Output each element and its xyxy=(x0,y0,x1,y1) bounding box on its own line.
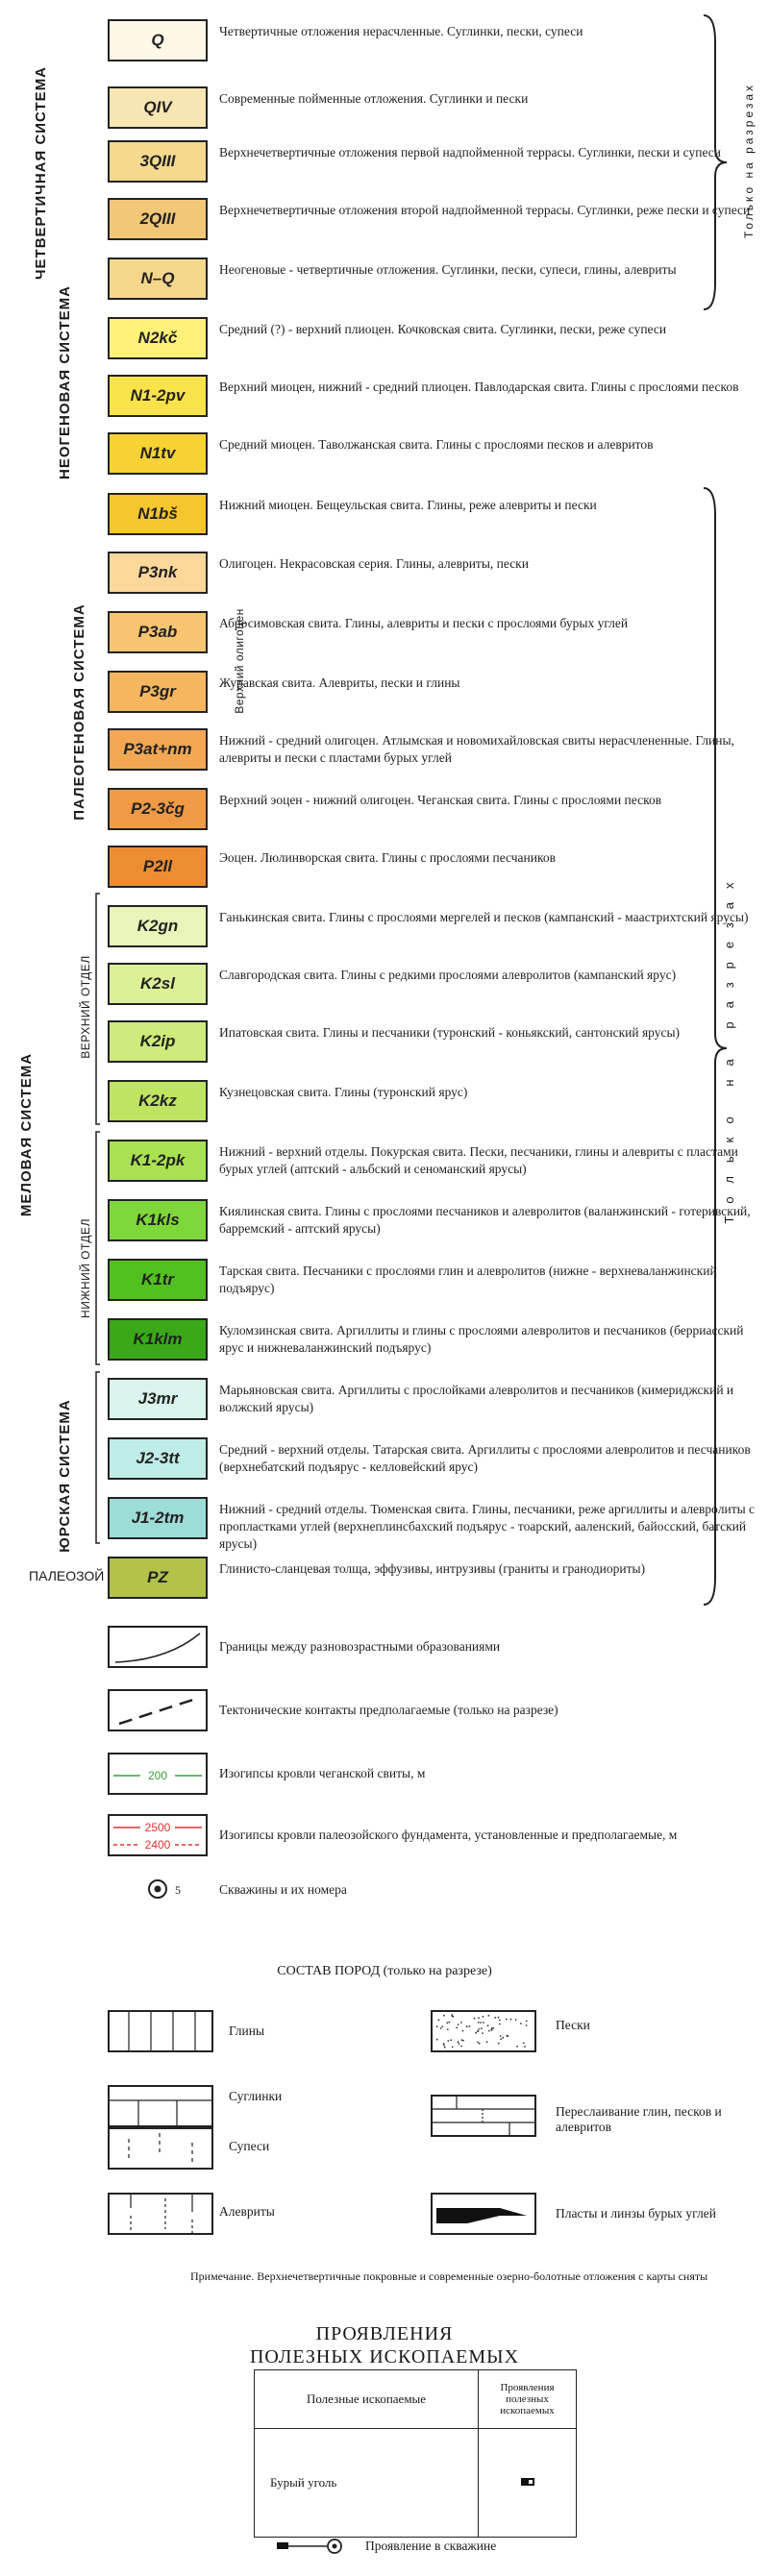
well-icon xyxy=(144,1876,171,1902)
legend-description: Четвертичные отложения нерасчленные. Суглинки, пески, супеси xyxy=(219,24,583,38)
legend-code: P3nk xyxy=(137,563,178,581)
well-occurrence-icon xyxy=(275,2537,352,2556)
sand-dot xyxy=(492,2027,494,2029)
legend-box xyxy=(108,86,208,129)
sand-dot xyxy=(477,2042,479,2044)
rock-clays-label: Глины xyxy=(229,2024,265,2038)
legend-description: Средний (?) - верхний плиоцен. Кочковская свита. Суглинки, пески, реже супеси xyxy=(219,322,667,336)
legend-box xyxy=(108,1140,208,1182)
legend-description: Нижний миоцен. Бещеульская свита. Глины, реже алевриты и пески xyxy=(219,498,597,512)
legend-box xyxy=(108,552,208,594)
sand-dot xyxy=(444,2047,446,2049)
sand-dot xyxy=(499,2020,501,2022)
sand-dot xyxy=(510,2019,512,2021)
sand-dot xyxy=(478,2017,480,2019)
rock-interbedding-label: Переслаивание глин, песков и алевритов xyxy=(556,2104,722,2134)
legend-code: N2kč xyxy=(137,329,178,347)
sand-dot xyxy=(526,2021,528,2023)
sand-dot xyxy=(443,2043,445,2045)
rock-silts-pattern xyxy=(108,2193,213,2235)
rock-silts-label: Алевриты xyxy=(219,2204,275,2219)
legend-description: Неогеновые - четвертичные отложения. Суглинки, пески, супеси, глины, алевриты xyxy=(219,262,677,277)
symbol-boundary-text: Границы между разновозрастными образованиями xyxy=(219,1639,501,1654)
sand-dot xyxy=(451,2014,453,2016)
legend-box xyxy=(108,19,208,61)
legend-description: Нижний - средний олигоцен. Атлымская и новомихайловская свиты нерасчлененные. Глины, алевриты и пески с пластами бурых углей xyxy=(219,733,734,765)
label-lower-series-text: НИЖНИЙ ОТДЕЛ xyxy=(79,1218,92,1318)
symbol-isohypse-cheganskaya xyxy=(108,1753,208,1795)
legend-box xyxy=(108,1259,208,1301)
sand-dot xyxy=(460,2022,462,2024)
isohypse-value-1: 2500 xyxy=(144,1821,171,1834)
rock-interbedding-pattern xyxy=(431,2095,536,2137)
legend-box xyxy=(108,671,208,713)
legend-box xyxy=(108,375,208,417)
well-occurrence-text: Проявление в скважине xyxy=(365,2539,497,2553)
legend-description: Тарская свита. Песчаники с прослоями глин и алевролитов (нижне - верхневаланжинский подъярус) xyxy=(219,1263,717,1295)
legend-description: Верхнечетвертичные отложения второй надпойменной террасы. Суглинки, реже пески и супеси xyxy=(219,203,751,217)
legend-description: Средний - верхний отделы. Татарская свита. Аргиллиты с прослоями алевролитов и песчаников (верхнебатский подъярус - келловейский ярус) xyxy=(219,1442,751,1474)
sand-dot xyxy=(480,2022,482,2024)
sand-dot xyxy=(443,2045,445,2047)
legend-code: 2QIII xyxy=(139,209,176,228)
label-paleozoic-text: ПАЛЕОЗОЙ xyxy=(29,1568,105,1583)
sand-dot xyxy=(475,2032,477,2034)
legend-code: J2-3tt xyxy=(136,1449,180,1467)
minerals-row1-symbol xyxy=(479,2429,577,2538)
sand-dot xyxy=(438,2019,440,2021)
legend-box xyxy=(108,1497,208,1539)
legend-code: P2ll xyxy=(142,857,173,875)
sand-dot xyxy=(447,2040,449,2042)
brace-top xyxy=(702,13,731,311)
legend-description: Нижний - верхний отделы. Покурская свита. Пески, песчаники, глины и алевриты с пластами бурых углей (аптский - альбский и сеноманский ярусы) xyxy=(219,1144,738,1176)
isohypse-value: 200 xyxy=(147,1769,168,1782)
minerals-table xyxy=(254,2369,577,2538)
label-jurassic-text: ЮРСКАЯ СИСТЕМА xyxy=(57,1399,73,1553)
sand-dot xyxy=(469,2025,471,2027)
sand-dot xyxy=(450,2039,452,2041)
legend-description: Эоцен. Люлинворская свита. Глины с прослоями песчаников xyxy=(219,850,556,865)
sand-dot xyxy=(486,2041,488,2043)
legend-box xyxy=(108,611,208,653)
sand-dot xyxy=(506,2035,508,2037)
sand-dot xyxy=(466,2025,468,2027)
sand-dot xyxy=(502,2037,504,2039)
rock-loams-label: Суглинки xyxy=(229,2089,283,2103)
sand-dot xyxy=(498,2043,500,2045)
symbol-isohypse-cheganskaya-text: Изогипсы кровли чеганской свиты, м xyxy=(219,1766,426,1780)
rock-coal-pattern xyxy=(431,2193,536,2235)
legend-description: Славгородская свита. Глины с редкими прослоями алевролитов (кампанский ярус) xyxy=(219,968,677,982)
legend-code: N–Q xyxy=(140,269,175,287)
sand-dot xyxy=(460,2046,462,2048)
legend-code: P3gr xyxy=(139,682,176,700)
sand-dot xyxy=(487,2015,489,2017)
legend-code: J3mr xyxy=(137,1389,178,1408)
sand-dot xyxy=(458,2041,459,2043)
legend-code: N1tv xyxy=(139,444,176,462)
minerals-row1-name: Бурый уголь xyxy=(255,2429,479,2538)
legend-description: Куломзинская свита. Аргиллиты и глины с прослоями алевролитов и песчаников (берриасский ярус и нижневаланжинский подъярус) xyxy=(219,1323,744,1355)
rock-coal-label: Пласты и линзы бурых углей xyxy=(556,2206,716,2220)
sand-dot xyxy=(506,2019,508,2021)
isohypse-value-2: 2400 xyxy=(144,1838,171,1852)
sand-dot xyxy=(436,2039,438,2041)
sand-dot xyxy=(499,2024,501,2025)
label-upper-series-text: ВЕРХНИЙ ОТДЕЛ xyxy=(79,955,92,1059)
legend-box xyxy=(108,1199,208,1241)
sand-dot xyxy=(481,2027,483,2029)
legend-box xyxy=(108,493,208,535)
sand-dot xyxy=(478,2028,480,2030)
rock-sands-label: Пески xyxy=(556,2018,590,2032)
legend-code: K2ip xyxy=(139,1032,176,1050)
symbol-boundary xyxy=(108,1626,208,1668)
legend-description: Глинисто-сланцевая толща, эффузивы, интрузивы (граниты и гранодиориты) xyxy=(219,1561,646,1576)
legend-box xyxy=(108,728,208,771)
symbol-isohypse-paleozoic-text: Изогипсы кровли палеозойского фундамента, установленные и предполагаемые, м xyxy=(219,1828,678,1842)
label-paleogene-text: ПАЛЕОГЕНОВАЯ СИСТЕМА xyxy=(71,603,87,821)
sand-dot xyxy=(478,2022,480,2024)
legend-description: Абросимовская свита. Глины, алевриты и пески с прослоями бурых углей xyxy=(219,616,629,630)
label-cretaceous-text: МЕЛОВАЯ СИСТЕМА xyxy=(18,1052,35,1217)
rock-sandy-loams-label: Супеси xyxy=(229,2139,270,2153)
legend-code: K2sl xyxy=(140,974,175,993)
label-only-section-top-text: Только на разрезах xyxy=(742,82,756,238)
sand-dot xyxy=(474,2018,476,2020)
sand-dot xyxy=(462,2030,464,2032)
sand-dot xyxy=(498,2017,500,2019)
label-only-section-top xyxy=(742,82,757,238)
sand-dot xyxy=(483,2022,484,2024)
sand-dot xyxy=(488,2030,490,2032)
legend-box xyxy=(108,1437,208,1480)
label-quaternary-text: ЧЕТВЕРТИЧНАЯ СИСТЕМА xyxy=(33,65,49,280)
sand-dot xyxy=(477,2030,479,2032)
symbol-isohypse-paleozoic xyxy=(108,1814,208,1856)
legend-description: Современные пойменные отложения. Суглинки и пески xyxy=(219,91,529,106)
sand-dot xyxy=(446,2022,448,2024)
sand-dot xyxy=(459,2043,460,2045)
legend-code: N1bš xyxy=(137,504,178,523)
label-neogene-text: НЕОГЕНОВАЯ СИСТЕМА xyxy=(57,285,73,479)
legend-description: Верхний миоцен, нижний - средний плиоцен. Павлодарская свита. Глины с прослоями песков xyxy=(219,380,739,394)
sand-dot xyxy=(440,2027,442,2029)
sand-dot xyxy=(452,2047,454,2049)
legend-box xyxy=(108,788,208,830)
legend-box xyxy=(108,846,208,888)
legend-code: K1tr xyxy=(140,1270,174,1288)
legend-code: Q xyxy=(151,31,164,49)
legend-box xyxy=(108,140,208,183)
legend-box xyxy=(108,1020,208,1063)
legend-box xyxy=(108,432,208,475)
minerals-col2: Проявления полезных ископаемых xyxy=(479,2370,577,2429)
sand-dot xyxy=(520,2023,522,2024)
legend-code: 3QIII xyxy=(139,152,176,170)
sand-dot xyxy=(458,2024,459,2025)
sand-dot xyxy=(456,2027,458,2029)
legend-code: P3ab xyxy=(137,623,178,641)
well-number: 5 xyxy=(175,1883,181,1897)
legend-description: Верхний эоцен - нижний олигоцен. Чеганская свита. Глины с прослоями песков xyxy=(219,793,662,807)
legend-box xyxy=(108,905,208,947)
legend-code: K1kls xyxy=(136,1211,180,1229)
sand-dot xyxy=(516,2046,518,2048)
legend-description: Киялинская свита. Глины с прослоями песчаников и алевролитов (валанжинский - готеривский, барремский - аптский ярусы) xyxy=(219,1204,751,1236)
legend-code: N1-2pv xyxy=(130,386,186,405)
legend-code: K2gn xyxy=(136,917,179,935)
legend-description: Нижний - средний отделы. Тюменская свита. Глины, песчаники, реже аргиллиты и алевролиты с пропластками углей (верхнеплинсбахский подъярус - тоарский, ааленский, байосский, батский ярусы) xyxy=(219,1502,756,1551)
sand-dot xyxy=(448,2022,450,2024)
sand-dot xyxy=(487,2024,489,2026)
sand-dot xyxy=(500,2035,502,2037)
note-text: Примечание. Верхнечетвертичные покровные и современные озерно-болотные отложения с карты сняты xyxy=(190,2269,708,2283)
legend-box xyxy=(108,963,208,1005)
sand-dot xyxy=(482,2032,484,2034)
symbol-well-text: Скважины и их номера xyxy=(219,1882,347,1897)
sand-dot xyxy=(447,2028,449,2030)
sand-dot xyxy=(526,2024,528,2026)
legend-description: Журавская свита. Алевриты, пески и глины xyxy=(219,675,460,690)
legend-code: K2kz xyxy=(138,1092,177,1110)
rock-clays-pattern xyxy=(108,2010,213,2052)
sand-dot xyxy=(491,2029,493,2031)
legend-code: P2-3čg xyxy=(131,799,185,818)
legend-description: Верхнечетвертичные отложения первой надпойменной террасы. Суглинки, пески и супеси xyxy=(219,145,721,159)
symbol-tectonic-text: Тектонические контакты предполагаемые (только на разрезе) xyxy=(219,1703,558,1717)
minerals-col1: Полезные ископаемые xyxy=(255,2370,479,2429)
legend-code: K1-2pk xyxy=(130,1151,186,1169)
legend-description: Средний миоцен. Таволжанская свита. Глины с прослоями песков и алевритов xyxy=(219,437,654,452)
legend-box xyxy=(108,198,208,240)
legend-code: QIV xyxy=(143,98,172,116)
sand-dot xyxy=(523,2042,525,2044)
label-upper-oligocene xyxy=(233,594,248,728)
legend-box xyxy=(108,1080,208,1122)
sand-dot xyxy=(483,2016,484,2018)
sand-dot xyxy=(500,2038,502,2040)
sand-dot xyxy=(515,2019,517,2021)
sand-dot xyxy=(461,2039,463,2041)
rock-sandy-loams-pattern xyxy=(108,2127,213,2170)
rocks-title: СОСТАВ ПОРОД (только на разрезе) xyxy=(277,1964,492,1978)
legend-description: Олигоцен. Некрасовская серия. Глины, алевриты, пески xyxy=(219,556,529,571)
sand-dot xyxy=(524,2046,526,2048)
minerals-title-1: ПРОЯВЛЕНИЯ xyxy=(315,2323,454,2344)
legend-box xyxy=(108,1557,208,1599)
symbol-tectonic xyxy=(108,1689,208,1731)
legend-box xyxy=(108,1318,208,1361)
label-upper-oligocene-text: Верхний олигоцен xyxy=(233,608,246,714)
minerals-title-2: ПОЛЕЗНЫХ ИСКОПАЕМЫХ xyxy=(249,2346,520,2367)
legend-code: K1klm xyxy=(133,1330,183,1348)
label-only-section-long xyxy=(722,700,739,1392)
legend-code: PZ xyxy=(147,1568,168,1586)
coal-mark-icon xyxy=(520,2477,535,2487)
sand-dot xyxy=(479,2043,481,2045)
legend-box xyxy=(108,317,208,359)
sand-dot xyxy=(441,2025,443,2027)
label-only-section-long-text: Только на разрезах xyxy=(722,869,736,1224)
legend-code: J1-2tm xyxy=(131,1509,185,1527)
rock-loams-pattern xyxy=(108,2085,213,2127)
legend-box xyxy=(108,1378,208,1420)
legend-description: Кузнецовская свита. Глины (туронский ярус) xyxy=(219,1085,468,1099)
legend-description: Марьяновская свита. Аргиллиты с прослойками алевролитов и песчаников (кимериджский и волжский ярусы) xyxy=(219,1383,734,1414)
legend-description: Ганькинская свита. Глины с прослоями мергелей и песков (кампанский - маастрихтский ярусы) xyxy=(219,910,749,924)
sand-dot xyxy=(494,2017,496,2019)
sand-dot xyxy=(436,2025,438,2027)
group-brackets xyxy=(0,0,108,1633)
sand-dot xyxy=(443,2015,445,2017)
rock-sands-pattern xyxy=(431,2010,536,2052)
legend-code: P3at+nm xyxy=(123,740,192,758)
legend-box xyxy=(108,258,208,300)
legend-description: Ипатовская свита. Глины и песчаники (туронский - коньякский, сантонский ярусы) xyxy=(219,1025,681,1040)
